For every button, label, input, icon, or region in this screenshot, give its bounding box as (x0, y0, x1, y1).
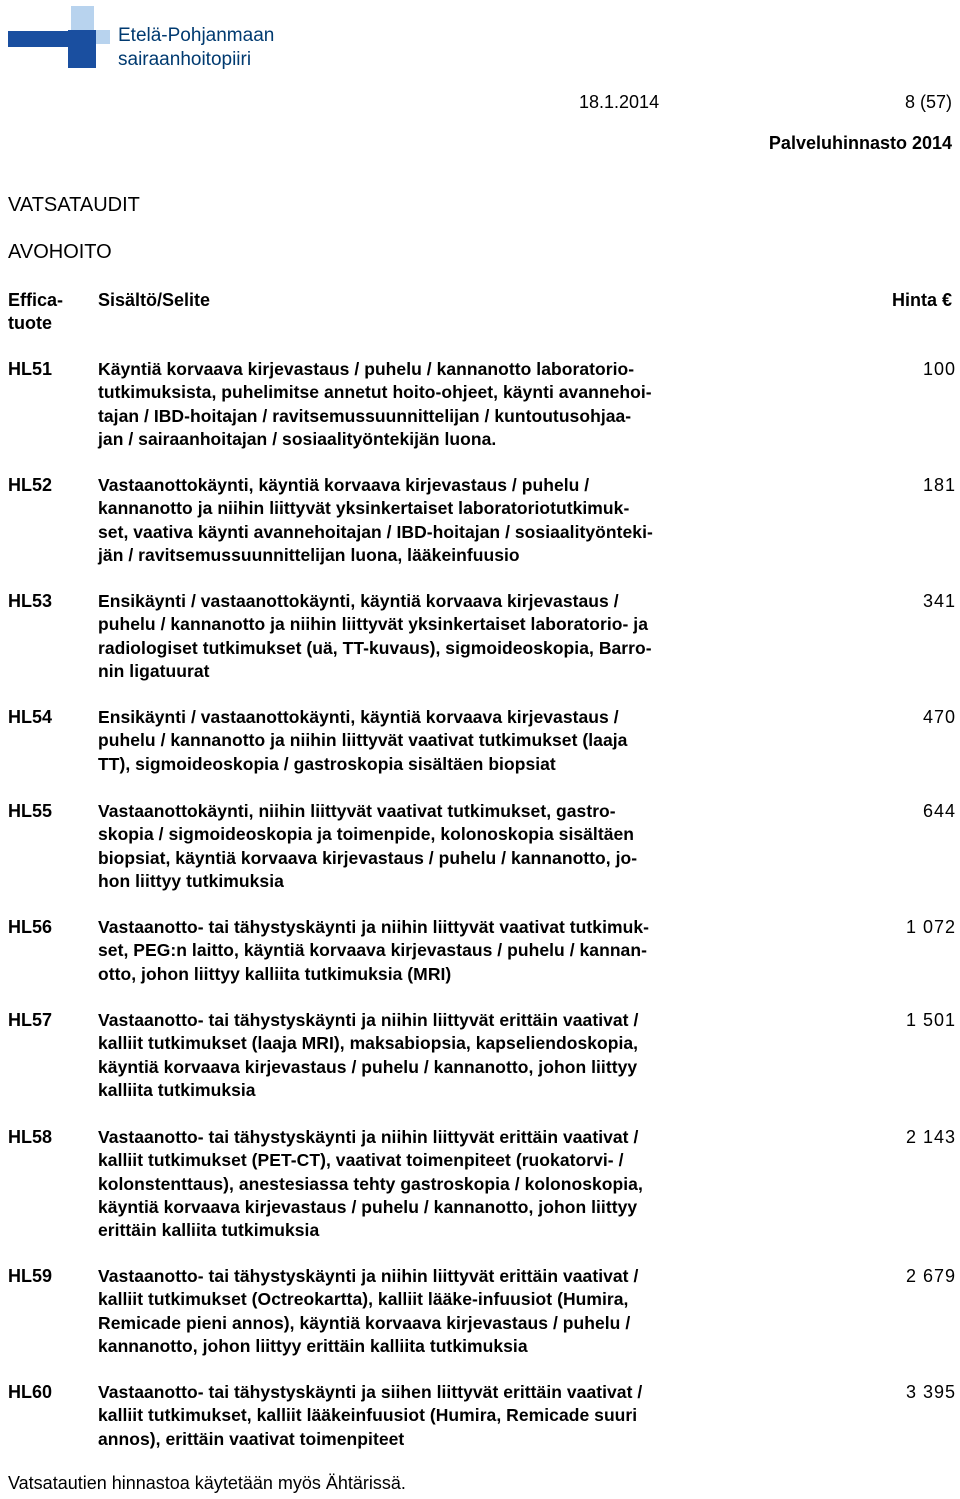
document-title: Palveluhinnasto 2014 (768, 133, 952, 153)
row-price: 2 143 (905, 1127, 956, 1147)
row-price: 1 501 (905, 1010, 956, 1030)
organization-logo (8, 6, 328, 70)
row-price: 470 (922, 707, 956, 727)
organization-name: Etelä-Pohjanmaan sairaanhoitopiiri (118, 25, 275, 70)
row-price: 181 (922, 475, 956, 495)
row-price: 644 (922, 801, 956, 821)
row-code: HL53 (8, 591, 53, 611)
row-description: Käyntiä korvaava kirjevastaus / puhelu / kannanotto laboratorio- tutkimuksista, puhelimitse annetut hoito-ohjeet, käynti avannehoi- tajan / IBD-hoitajan / ravitsemussuunnittelijan / kuntoutusohjaa- jan / sairaanhoitajan / sosiaalityöntekijän luona. (98, 359, 652, 449)
document-date: 18.1.2014 (579, 92, 660, 112)
row-code: HL57 (8, 1010, 53, 1030)
row-price: 341 (922, 591, 956, 611)
row-code: HL59 (8, 1266, 53, 1286)
row-price: 3 395 (905, 1382, 956, 1402)
row-description: Vastaanotto- tai tähystyskäynti ja niihin liittyvät erittäin vaativat / kalliit tutkimukset (PET-CT), vaativat toimenpiteet (ruokatorvi- / kolonstenttaus), anestesiassa tehty gastroskopia / kolonoskopia, käyntiä korvaava kirjevastaus / puhelu / kannanotto, johon liittyy erittäin kalliita tutkimuksia (98, 1127, 643, 1241)
subsection-heading: AVOHOITO (8, 241, 112, 263)
row-description: Vastaanottokäynti, niihin liittyvät vaativat tutkimukset, gastro- skopia / sigmoideoskopia ja toimenpide, kolonoskopia sisältäen biopsiat, käyntiä korvaava kirjevastaus / puhelu / kannanotto, jo- hon liittyy tutkimuksia (98, 801, 638, 891)
row-code: HL56 (8, 917, 53, 937)
row-code: HL58 (8, 1127, 53, 1147)
row-code: HL51 (8, 359, 53, 379)
cross-logo-icon (8, 6, 112, 70)
section-heading: VATSATAUDIT (8, 194, 140, 216)
column-header-price: Hinta € (891, 290, 952, 310)
row-description: Vastaanotto- tai tähystyskäynti ja siihen liittyvät erittäin vaativat / kalliit tutkimukset, kalliit lääkeinfuusiot (Humira, Remicade suuri annos), erittäin vaativat toimenpiteet (98, 1382, 643, 1449)
row-price: 100 (922, 359, 956, 379)
footnote: Vatsatautien hinnastoa käytetään myös Ähtärissä. (8, 1473, 406, 1493)
column-header-code: Effica- tuote (8, 290, 64, 333)
row-price: 2 679 (905, 1266, 956, 1286)
row-description: Vastaanotto- tai tähystyskäynti ja niihin liittyvät erittäin vaativat / kalliit tutkimukset (laaja MRI), maksabiopsia, kapseliendoskopia, käyntiä korvaava kirjevastaus / puhelu / kannanotto, johon liittyy kalliita tutkimuksia (98, 1010, 639, 1100)
row-code: HL54 (8, 707, 53, 727)
row-description: Vastaanottokäynti, käyntiä korvaava kirjevastaus / puhelu / kannanotto ja niihin liittyvät yksinkertaiset laboratoriotutkimuk- set, vaativa käynti avannehoitajan / IBD-hoitajan / sosiaalityönteki- jän / ravitsemussuunnittelijan luona, lääkeinfuusio (98, 475, 653, 565)
row-code: HL55 (8, 801, 53, 821)
row-price: 1 072 (905, 917, 956, 937)
row-description: Ensikäynti / vastaanottokäynti, käyntiä korvaava kirjevastaus / puhelu / kannanotto ja niihin liittyvät vaativat tutkimukset (laaja TT), sigmoideoskopia / gastroskopia sisältäen biopsiat (98, 707, 628, 774)
row-description: Ensikäynti / vastaanottokäynti, käyntiä korvaava kirjevastaus / puhelu / kannanotto ja niihin liittyvät yksinkertaiset laboratorio- ja radiologiset tutkimukset (uä, TT-kuvaus), sigmoideoskopia, Barro- nin ligatuurat (98, 591, 652, 681)
row-description: Vastaanotto- tai tähystyskäynti ja niihin liittyvät erittäin vaativat / kalliit tutkimukset (Octreokartta), kalliit lääke-infuusiot (Humira, Remicade pieni annos), käyntiä korvaava kirjevastaus / puhelu / kannanotto, johon liittyy erittäin kalliita tutkimuksia (98, 1266, 639, 1356)
page-number: 8 (57) (904, 92, 952, 112)
column-header-description: Sisältö/Selite (98, 290, 211, 310)
row-description: Vastaanotto- tai tähystyskäynti ja niihin liittyvät vaativat tutkimuk- set, PEG:n laitto, käyntiä korvaava kirjevastaus / puhelu / kannan- otto, johon liittyy kalliita tutkimuksia (MRI) (98, 917, 650, 984)
row-code: HL60 (8, 1382, 53, 1402)
row-code: HL52 (8, 475, 53, 495)
